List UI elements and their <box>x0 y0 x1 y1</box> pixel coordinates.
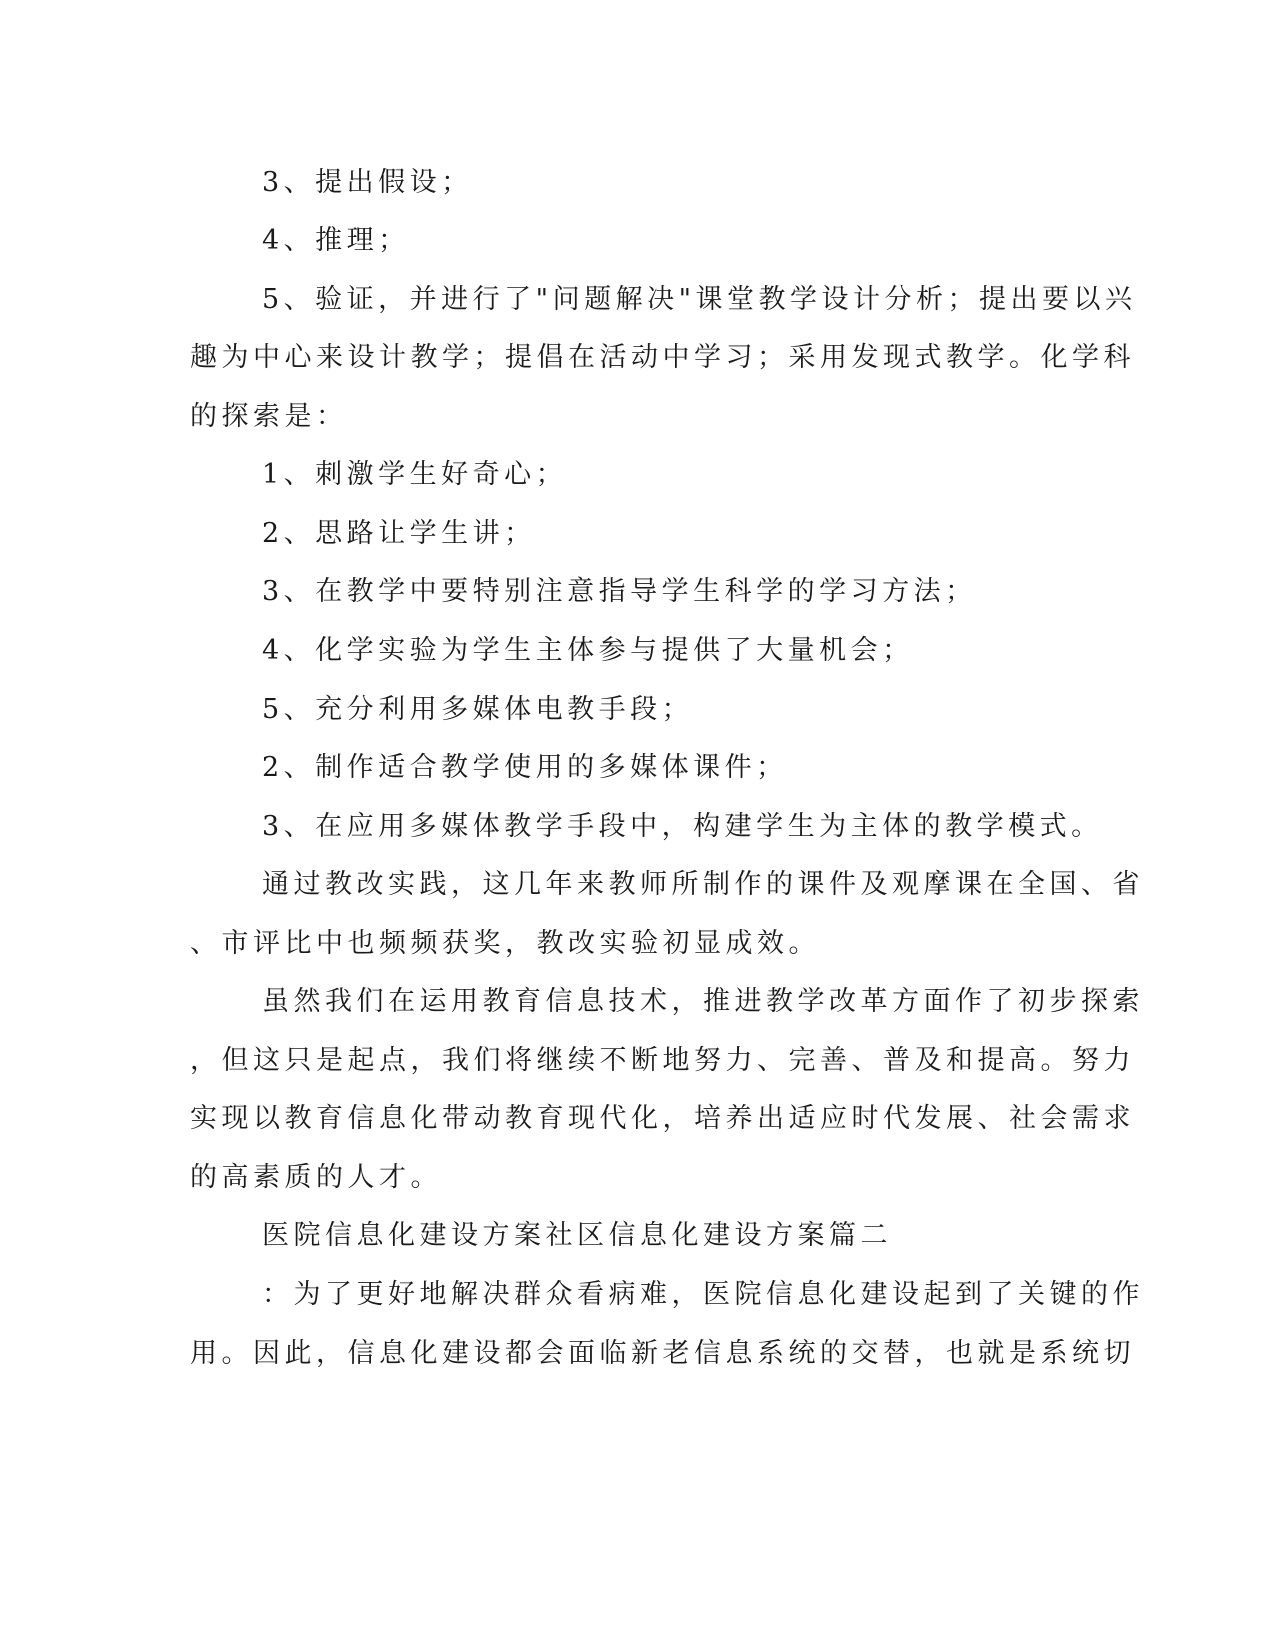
text-line: 的探索是： <box>190 401 348 432</box>
text-line: 实现以教育信息化带动教育现代化，培养出适应时代发展、社会需求 <box>190 1103 1135 1134</box>
text-line: 5、验证，并进行了"问题解决"课堂教学设计分析；提出要以兴 <box>262 284 1137 315</box>
text-line: 、市评比中也频频获奖，教改实验初显成效。 <box>190 928 820 959</box>
text-line: 4、推理； <box>262 225 410 256</box>
text-line: 虽然我们在运用教育信息技术，推进教学改革方面作了初步探索 <box>262 986 1144 1017</box>
text-line: 2、思路让学生讲； <box>262 518 536 549</box>
text-line: 5、充分利用多媒体电教手段； <box>262 694 694 725</box>
section-heading: 医院信息化建设方案社区信息化建设方案篇二 <box>262 1220 892 1251</box>
text-line: 通过教改实践，这几年来教师所制作的课件及观摩课在全国、省 <box>262 869 1144 900</box>
text-line: 1、刺激学生好奇心； <box>262 459 568 490</box>
text-line: 趣为中心来设计教学；提倡在活动中学习；采用发现式教学。化学科 <box>190 342 1135 373</box>
text-line: 用。因此，信息化建设都会面临新老信息系统的交替，也就是系统切 <box>190 1338 1135 1369</box>
text-line: 3、提出假设； <box>262 167 473 198</box>
text-line: ，但这只是起点，我们将继续不断地努力、完善、普及和提高。努力 <box>190 1045 1135 1076</box>
text-line: 4、化学实验为学生主体参与提供了大量机会； <box>262 635 914 666</box>
text-line: 2、制作适合教学使用的多媒体课件； <box>262 752 788 783</box>
text-line: 3、在应用多媒体教学手段中，构建学生为主体的教学模式。 <box>262 811 1103 842</box>
text-line: ：为了更好地解决群众看病难，医院信息化建设起到了关键的作 <box>262 1279 1144 1310</box>
text-line: 3、在教学中要特别注意指导学生科学的学习方法； <box>262 576 977 607</box>
text-line: 的高素质的人才。 <box>190 1162 442 1193</box>
